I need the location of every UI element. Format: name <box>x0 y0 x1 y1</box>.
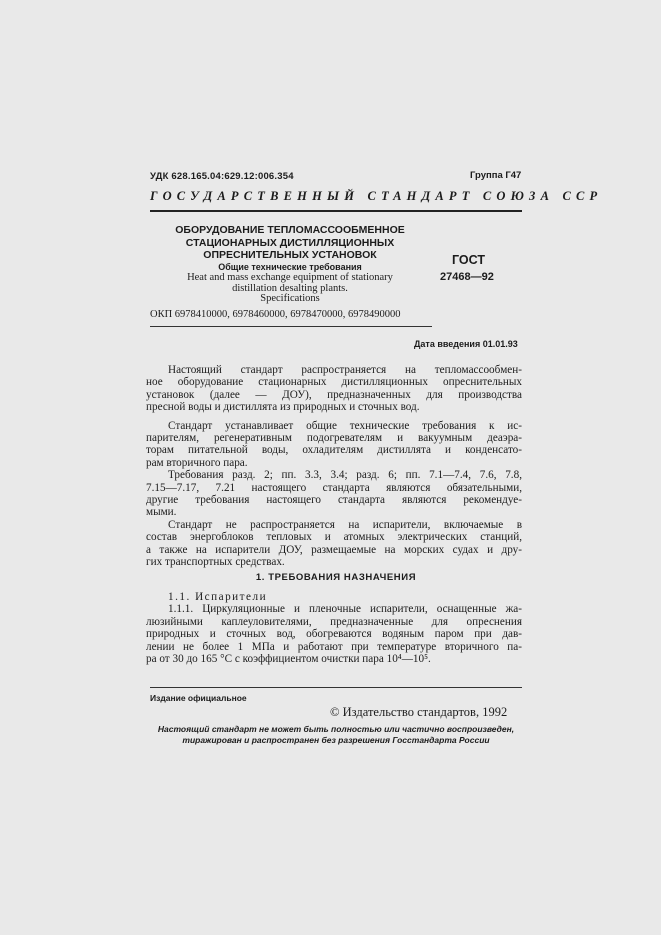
title-line: ОПРЕСНИТЕЛЬНЫХ УСТАНОВОК <box>203 249 377 261</box>
text-line: Стандарт не распространяется на испарители, включаемые в <box>168 518 522 531</box>
preamble-text <box>146 364 522 569</box>
english-title-line: distillation desalting plants. <box>232 282 348 294</box>
introduction-date: Дата введения 01.01.93 <box>414 339 518 349</box>
section-heading: 1. ТРЕБОВАНИЯ НАЗНАЧЕНИЯ <box>255 572 417 583</box>
document-subtitle: Общие технические требования <box>218 262 362 272</box>
text-line: мыми. <box>146 506 177 519</box>
title-line: СТАЦИОНАРНЫХ ДИСТИЛЛЯЦИОННЫХ <box>185 236 395 249</box>
reproduction-notice <box>150 724 522 746</box>
header-rule <box>150 210 522 212</box>
english-title-line: Heat and mass exchange equipment of stationary <box>187 272 393 283</box>
udk-code: УДК 628.165.04:629.12:006.354 <box>150 171 294 182</box>
title-line: ОБОРУДОВАНИЕ ТЕПЛОМАССООБМЕННОЕ <box>175 224 405 236</box>
text-line: Стандарт устанавливает общие технические требования к ис- <box>168 419 522 432</box>
text-line: состав энергоблоков тепловых и атомных электрических станций, <box>146 531 522 544</box>
text-line: Настоящий стандарт распространяется на тепломассообмен- <box>168 364 522 376</box>
okp-rule <box>150 326 432 327</box>
text-line: пресной воды и дистиллята из природных и сточных вод. <box>146 401 420 414</box>
text-line: 1.1.1. Циркуляционные и пленочные испарители, оснащенные жа- <box>168 603 522 616</box>
text-line: парителям, регенеративным подогревателям и вакуумным деаэра- <box>146 432 522 445</box>
footer-rule <box>150 687 522 688</box>
text-line: лении не более 1 МПа и работают при температуре вторичного па- <box>146 640 522 653</box>
text-line: Требования разд. 2; пп. 3.3, 3.4; разд. 6; пп. 7.1—7.4, 7.6, 7.8, <box>168 469 522 482</box>
gost-number: 27468—92 <box>440 271 494 283</box>
text-line: ное оборудование стационарных дистилляционных опреснительных <box>146 376 522 389</box>
copyright-notice: © Издательство стандартов, 1992 <box>330 705 508 719</box>
text-line: другие требования настоящего стандарта являются рекомендуе- <box>146 494 522 507</box>
gost-label: ГОСТ <box>452 253 485 267</box>
text-line: 7.15—7.17, 7.21 настоящего стандарта являются обязательными, <box>146 481 522 494</box>
text-line: гих транспортных средствах. <box>146 556 285 569</box>
text-line: торам питательной воды, охладителям дистиллята и конденсато- <box>146 444 522 457</box>
subsection-heading: 1.1. Испарители <box>168 591 268 603</box>
text-line: природных и сточных вод, обогреваются водяным паром при дав- <box>146 628 522 641</box>
okp-codes: ОКП 6978410000, 6978460000, 6978470000, 6978490000 <box>150 309 401 320</box>
section-text <box>146 591 522 665</box>
text-line: люзийными каплеуловителями, предназначенные для опреснения <box>146 615 522 628</box>
english-title <box>150 273 430 305</box>
document-title <box>150 224 430 262</box>
text-line: а также на испарители ДОУ, размещаемые на морских судах и дру- <box>146 543 522 556</box>
text-line: установок (далее — ДОУ), предназначенных для производства <box>146 388 522 401</box>
text-line: ра от 30 до 165 °С с коэффициентом очистки пара 10⁴—10⁵. <box>146 653 431 666</box>
notice-line: Настоящий стандарт не может быть полностью или частично воспроизведен, <box>157 724 515 734</box>
group-code: Группа Г47 <box>470 170 522 181</box>
text-line: рам вторичного пара. <box>146 456 248 469</box>
notice-line: тиражирован и распространен без разрешения Госстандарта России <box>182 735 490 745</box>
official-edition-label: Издание официальное <box>150 693 247 703</box>
english-title-line: Specifications <box>260 293 320 304</box>
state-standard-banner: ГОСУДАРСТВЕННЫЙ СТАНДАРТ СОЮЗА ССР <box>150 189 603 203</box>
